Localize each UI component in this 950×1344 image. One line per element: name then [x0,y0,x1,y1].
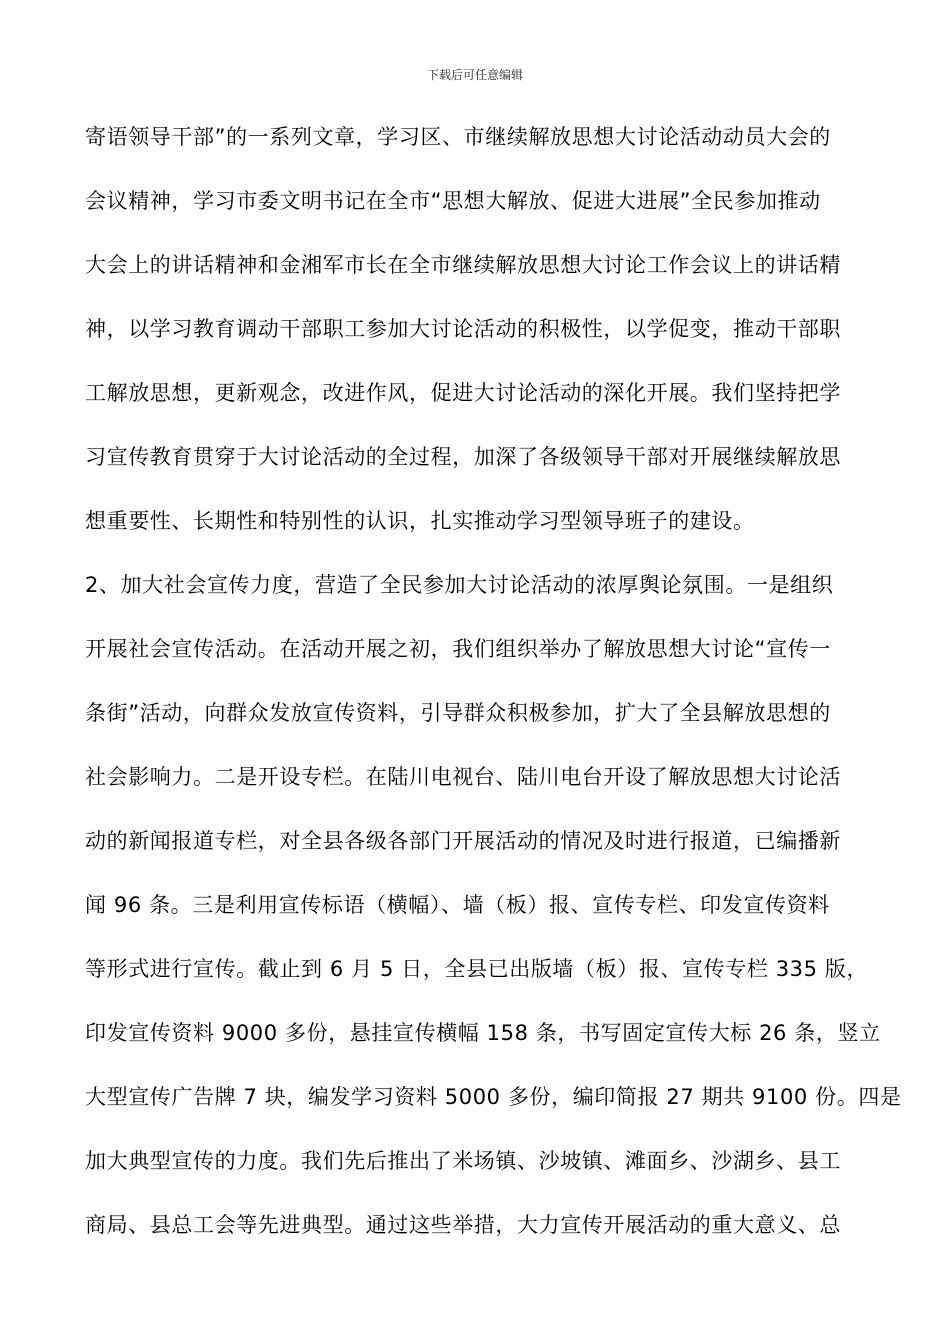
document-body [85,109,902,1261]
text-line: 大会上的讲话精神和金湘军市长在全市继续解放思想大讨论工作会议上的讲话精 [85,253,841,277]
text-line: 动的新闻报道专栏，对全县各级各部门开展活动的情况及时进行报道，已编播新 [85,829,841,853]
text-line: 大型宣传广告牌 7 块，编发学习资料 5000 多份，编印简报 27 期共 9100 份。四是 [85,1085,902,1109]
text-line: 印发宣传资料 9000 多份，悬挂宣传横幅 158 条，书写固定宣传大标 26 条，竖立 [85,1021,881,1045]
text-line: 神，以学习教育调动干部职工参加大讨论活动的积极性，以学促变，推动干部职 [85,317,841,341]
page-header: 下载后可任意编辑 [426,68,523,82]
text-line: 等形式进行宣传。截止到 6 月 5 日，全县已出版墙（板）报、宣传专栏 335 版， [85,957,869,981]
text-line: 习宣传教育贯穿于大讨论活动的全过程，加深了各级领导干部对开展继续解放思 [85,445,841,469]
text-line: 社会影响力。二是开设专栏。在陆川电视台、陆川电台开设了解放思想大讨论活 [85,765,841,789]
text-line: 2、加大社会宣传力度，营造了全民参加大讨论活动的浓厚舆论氛围。一是组织 [85,573,834,597]
text-line: 闻 96 条。三是利用宣传标语（横幅）、墙（板）报、宣传专栏、印发宣传资料 [85,893,830,917]
text-line: 加大典型宣传的力度。我们先后推出了米场镇、沙坡镇、滩面乡、沙湖乡、县工 [85,1149,841,1173]
text-line: 开展社会宣传活动。在活动开展之初，我们组织举办了解放思想大讨论“宣传一 [85,637,831,661]
text-line: 商局、县总工会等先进典型。通过这些举措，大力宣传开展活动的重大意义、总 [85,1213,841,1237]
text-line: 寄语领导干部”的一系列文章，学习区、市继续解放思想大讨论活动动员大会的 [85,125,831,149]
text-line: 会议精神，学习市委文明书记在全市“思想大解放、促进大进展”全民参加推动 [85,189,821,213]
text-line: 想重要性、长期性和特别性的认识，扎实推动学习型领导班子的建设。 [85,509,755,533]
text-line: 条街”活动，向群众发放宣传资料，引导群众积极参加，扩大了全县解放思想的 [85,701,831,725]
text-line: 工解放思想，更新观念，改进作风，促进大讨论活动的深化开展。我们坚持把学 [85,381,841,405]
